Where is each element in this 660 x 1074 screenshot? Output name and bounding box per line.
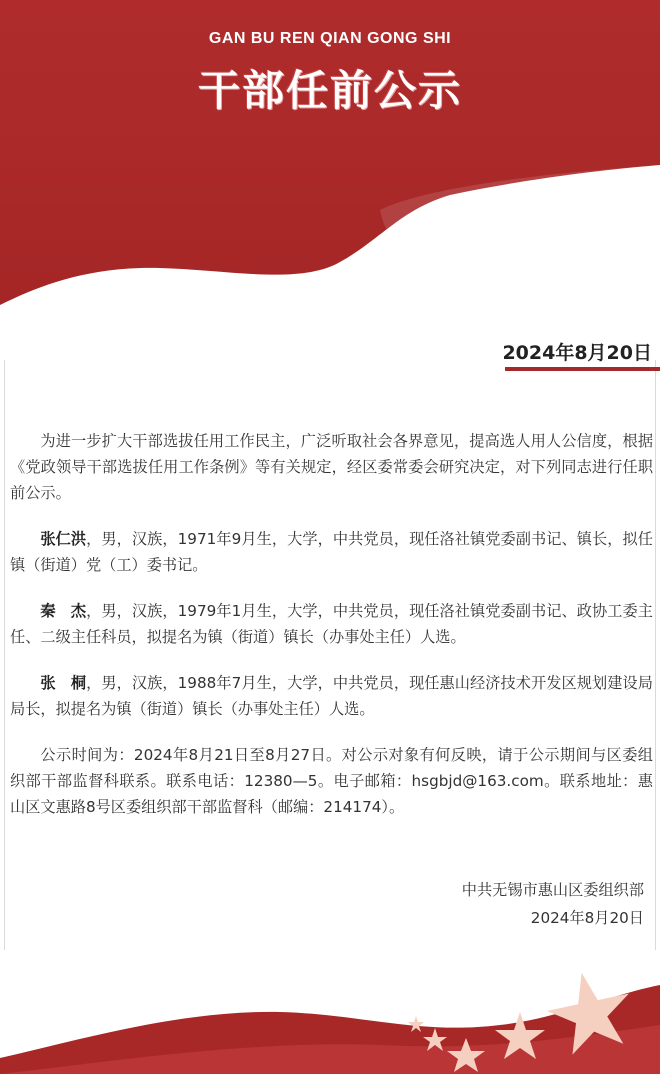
candidate-1 — [10, 526, 653, 578]
candidate-2 — [10, 598, 653, 650]
candidate-info: ，男，汉族，1979年1月生，大学，中共党员，现任洛社镇党委副书记、政协工委主任、二级主任科员，拟提名为镇（街道）镇长（办事处主任）人选。 — [10, 602, 653, 646]
intro-paragraph: 为进一步扩大干部选拔任用工作民主，广泛听取社会各界意见，提高选人用人公信度，根据《党政领导干部选拔任用工作条例》等有关规定，经区委常委会研究决定，对下列同志进行任职前公示。 — [10, 432, 653, 502]
right-border-line — [655, 360, 656, 950]
signature-date: 2024年8月20日 — [530, 909, 644, 927]
page-title: 干部任前公示 — [197, 66, 462, 115]
publish-date: 2024年8月20日 — [502, 342, 652, 364]
candidate-info: ，男，汉族，1988年7月生，大学，中共党员，现任惠山经济技术开发区规划建设局局长，拟提名为镇（街道）镇长（办事处主任）人选。 — [10, 674, 653, 718]
notice-body — [10, 428, 653, 840]
candidate-3 — [10, 670, 653, 722]
signature-org: 中共无锡市惠山区委组织部 — [461, 881, 644, 899]
candidate-name: 张仁洪 — [40, 530, 87, 548]
signature-block — [462, 876, 644, 932]
date-underline — [505, 367, 660, 371]
candidate-name: 张 桐 — [40, 674, 87, 692]
candidate-info: ，男，汉族，1971年9月生，大学，中共党员，现任洛社镇党委副书记、镇长，拟任镇（街道）党（工）委书记。 — [10, 530, 653, 574]
left-border-line — [4, 360, 5, 950]
candidate-name: 秦 杰 — [40, 602, 87, 620]
contact-paragraph: 公示时间为：2024年8月21日至8月27日。对公示对象有何反映，请于公示期间与区委组织部干部监督科联系。联系电话：12380—5。电子邮箱：hsgbjd@163.com。联系地址：惠山区文惠路8号区委组织部干部监督科（邮编：214174）。 — [10, 746, 653, 816]
header-subtitle: GAN BU REN QIAN GONG SHI — [208, 30, 452, 47]
